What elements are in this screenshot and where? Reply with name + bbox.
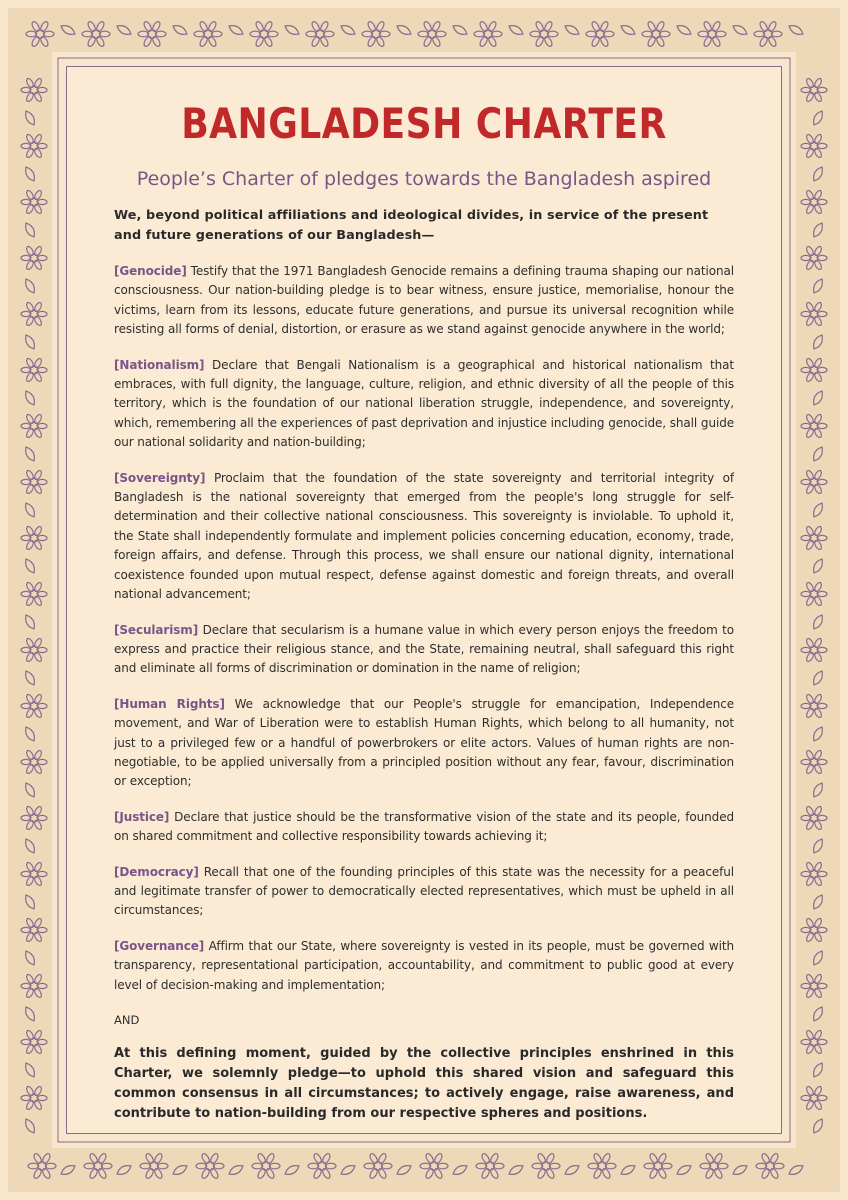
pledge-text: Testify that the 1971 Bangladesh Genocide remains a defining trauma shaping our national consciousness. Our nation-building pledge is to bear witness, ensure justice, memorialise, honour the victims, learn from its lessons, educate future generations, and pursue its universal recognition while resisting all forms of denial, distortion, or erasure as we stand against genocide anywhere in the world;: [114, 264, 734, 337]
flower-ornament-icon: [21, 917, 47, 942]
flower-ornament-icon: [801, 637, 827, 662]
flower-ornament-icon: [21, 245, 47, 270]
flower-ornament-icon: [26, 20, 54, 47]
pledge-nationalism: [114, 356, 734, 453]
flower-ornament-icon: [306, 20, 334, 47]
leaf-ornament-icon: [339, 23, 356, 37]
pledge-secularism: [114, 621, 734, 679]
flower-ornament-icon: [194, 20, 222, 47]
flower-ornament-icon: [418, 20, 446, 47]
leaf-ornament-icon: [451, 1163, 468, 1177]
flower-ornament-icon: [21, 301, 47, 326]
flower-ornament-icon: [754, 20, 782, 47]
flower-ornament-icon: [82, 20, 110, 47]
leaf-ornament-icon: [811, 1061, 825, 1078]
leaf-ornament-icon: [23, 781, 37, 798]
leaf-ornament-icon: [811, 949, 825, 966]
pledge-text: Affirm that our State, where sovereignty is vested in its people, must be governed with transparency, representational participation, accountability, and commitment to public good at every level of decision-making and implementation;: [114, 938, 734, 992]
flower-ornament-icon: [801, 581, 827, 606]
flower-ornament-icon: [138, 20, 166, 47]
page-subtitle: People’s Charter of pledges towards the Bangladesh aspired: [136, 168, 712, 190]
flower-ornament-icon: [700, 1152, 728, 1179]
leaf-ornament-icon: [507, 23, 524, 37]
flower-ornament-icon: [364, 1152, 392, 1179]
leaf-ornament-icon: [787, 23, 804, 37]
leaf-ornament-icon: [811, 1117, 825, 1134]
leaf-ornament-icon: [23, 221, 37, 238]
leaf-ornament-icon: [811, 277, 825, 294]
flower-ornament-icon: [801, 301, 827, 326]
flower-ornament-icon: [420, 1152, 448, 1179]
pledge-democracy: [114, 863, 734, 921]
leaf-ornament-icon: [811, 333, 825, 350]
leaf-ornament-icon: [811, 781, 825, 798]
leaf-ornament-icon: [23, 1005, 37, 1022]
leaf-ornament-icon: [23, 109, 37, 126]
flower-ornament-icon: [476, 1152, 504, 1179]
pledge-text: Recall that one of the founding principles of this state was the necessity for a peaceful and legitimate transfer of power to democratically elected representatives, which must be upheld in all circumstances;: [114, 864, 734, 918]
pledge-text: We acknowledge that our People's struggle for emancipation, Independence movement, and War of Liberation were to establish Human Rights, which belong to all humanity, not just to a privileged few or a handful of powerbrokers or elite actors. Values of human rights are non-negotiable, to be applied universally from a principled position without any fear, favour, discrimination or exception;: [114, 696, 735, 789]
leaf-ornament-icon: [115, 23, 132, 37]
leaf-ornament-icon: [59, 23, 76, 37]
leaf-ornament-icon: [811, 1005, 825, 1022]
flower-ornament-icon: [801, 189, 827, 214]
flower-ornament-icon: [21, 1085, 47, 1110]
leaf-ornament-icon: [811, 669, 825, 686]
pledge-justice: [114, 808, 734, 847]
leaf-ornament-icon: [811, 221, 825, 238]
leaf-ornament-icon: [23, 165, 37, 182]
leaf-ornament-icon: [23, 389, 37, 406]
leaf-ornament-icon: [23, 1061, 37, 1078]
pledge-tag: [Justice]: [114, 809, 170, 824]
charter-content: [114, 94, 734, 1124]
leaf-ornament-icon: [811, 445, 825, 462]
flower-ornament-icon: [801, 413, 827, 438]
flower-ornament-icon: [698, 20, 726, 47]
leaf-ornament-icon: [23, 669, 37, 686]
flower-ornament-icon: [642, 20, 670, 47]
leaf-ornament-icon: [23, 557, 37, 574]
flower-ornament-icon: [801, 973, 827, 998]
flower-ornament-icon: [21, 581, 47, 606]
leaf-ornament-icon: [619, 23, 636, 37]
leaf-ornament-icon: [811, 557, 825, 574]
flower-ornament-icon: [801, 77, 827, 102]
flower-ornament-icon: [308, 1152, 336, 1179]
leaf-ornament-icon: [811, 613, 825, 630]
pledge-sovereignty: [114, 469, 734, 605]
leaf-ornament-icon: [283, 23, 300, 37]
leaf-ornament-icon: [395, 1163, 412, 1177]
leaf-ornament-icon: [811, 501, 825, 518]
flower-ornament-icon: [21, 1029, 47, 1054]
pledge-text: Declare that secularism is a humane value in which every person enjoys the freedom to express and practice their religious stance, and the State, remaining neutral, shall safeguard this right and eliminate all forms of discrimination or domination in the name of religion;: [114, 622, 734, 676]
leaf-ornament-icon: [787, 1163, 804, 1177]
flower-ornament-icon: [644, 1152, 672, 1179]
flower-ornament-icon: [801, 693, 827, 718]
leaf-ornament-icon: [227, 23, 244, 37]
pledge-tag: [Human Rights]: [114, 696, 225, 711]
flower-ornament-icon: [801, 1085, 827, 1110]
leaf-ornament-icon: [23, 277, 37, 294]
pledge-tag: [Nationalism]: [114, 357, 205, 372]
leaf-ornament-icon: [23, 613, 37, 630]
leaf-ornament-icon: [731, 23, 748, 37]
leaf-ornament-icon: [59, 1163, 76, 1177]
pledge-text: Declare that Bengali Nationalism is a geographical and historical nationalism that embraces, with full dignity, the language, culture, religion, and ethnic diversity of all the people of this territory, which is the foundation of our national liberation struggle, independence, and sovereignty, which, remembering all the experiences of past deprivation and injustice including genocide, shall guide our national solidarity and nation-building;: [114, 357, 734, 450]
leaf-ornament-icon: [811, 389, 825, 406]
flower-ornament-icon: [21, 133, 47, 158]
leaf-ornament-icon: [227, 1163, 244, 1177]
leaf-ornament-icon: [23, 837, 37, 854]
leaf-ornament-icon: [811, 837, 825, 854]
flower-ornament-icon: [21, 189, 47, 214]
flower-ornament-icon: [252, 1152, 280, 1179]
flower-ornament-icon: [801, 357, 827, 382]
flower-ornament-icon: [21, 973, 47, 998]
pledge-tag: [Governance]: [114, 938, 205, 953]
intro-paragraph: We, beyond political affiliations and ideological divides, in service of the present and future generations of our Bangladesh—: [114, 208, 709, 243]
leaf-ornament-icon: [811, 725, 825, 742]
flower-ornament-icon: [530, 20, 558, 47]
flower-ornament-icon: [21, 77, 47, 102]
leaf-ornament-icon: [675, 23, 692, 37]
leaf-ornament-icon: [23, 445, 37, 462]
leaf-ornament-icon: [811, 165, 825, 182]
leaf-ornament-icon: [811, 109, 825, 126]
flower-ornament-icon: [474, 20, 502, 47]
leaf-ornament-icon: [23, 501, 37, 518]
flower-ornament-icon: [21, 805, 47, 830]
leaf-ornament-icon: [23, 949, 37, 966]
leaf-ornament-icon: [171, 1163, 188, 1177]
leaf-ornament-icon: [283, 1163, 300, 1177]
leaf-ornament-icon: [451, 23, 468, 37]
conjunction-and: AND: [114, 1013, 140, 1027]
pledge-text: Proclaim that the foundation of the state sovereignty and territorial integrity of Bangladesh is the national sovereignty that emerged from the people's long struggle for self-determination and their collective national consciousness. This sovereignty is inviolable. To uphold it, the State shall independently formulate and implement policies concerning education, economy, trade, foreign affairs, and defense. Through this process, we shall ensure our national dignity, international coexistence founded upon mutual respect, defense against domestic and foreign threats, and overall national advancement;: [114, 470, 734, 602]
flower-ornament-icon: [250, 20, 278, 47]
leaf-ornament-icon: [563, 1163, 580, 1177]
pledge-tag: [Sovereignty]: [114, 470, 206, 485]
flower-ornament-icon: [588, 1152, 616, 1179]
flower-ornament-icon: [21, 637, 47, 662]
leaf-ornament-icon: [675, 1163, 692, 1177]
flower-ornament-icon: [21, 749, 47, 774]
pledge-tag: [Secularism]: [114, 622, 199, 637]
flower-ornament-icon: [196, 1152, 224, 1179]
leaf-ornament-icon: [23, 1117, 37, 1134]
flower-ornament-icon: [801, 1029, 827, 1054]
flower-ornament-icon: [362, 20, 390, 47]
pledge-tag: [Democracy]: [114, 864, 199, 879]
flower-ornament-icon: [21, 693, 47, 718]
flower-ornament-icon: [801, 469, 827, 494]
leaf-ornament-icon: [23, 725, 37, 742]
pledge-tag: [Genocide]: [114, 264, 187, 278]
leaf-ornament-icon: [23, 333, 37, 350]
flower-ornament-icon: [532, 1152, 560, 1179]
leaf-ornament-icon: [507, 1163, 524, 1177]
leaf-ornament-icon: [619, 1163, 636, 1177]
leaf-ornament-icon: [23, 893, 37, 910]
flower-ornament-icon: [586, 20, 614, 47]
pledge-governance: [114, 937, 734, 995]
leaf-ornament-icon: [339, 1163, 356, 1177]
leaf-ornament-icon: [171, 23, 188, 37]
pledge-human-rights: [114, 695, 734, 792]
flower-ornament-icon: [21, 469, 47, 494]
flower-ornament-icon: [756, 1152, 784, 1179]
flower-ornament-icon: [84, 1152, 112, 1179]
pledge-genocide: [114, 262, 734, 340]
flower-ornament-icon: [21, 861, 47, 886]
flower-ornament-icon: [801, 805, 827, 830]
flower-ornament-icon: [21, 525, 47, 550]
flower-ornament-icon: [801, 245, 827, 270]
flower-ornament-icon: [801, 861, 827, 886]
flower-ornament-icon: [801, 917, 827, 942]
page-title: BANGLADESH CHARTER: [181, 99, 667, 148]
closing-pledge: At this defining moment, guided by the collective principles enshrined in this Charter, we solemnly pledge—to uphold this shared vision and safeguard this common consensus in all circumstances; to actively engage, raise awareness, and contribute to nation-building from our respective spheres and positions.: [114, 1046, 734, 1121]
leaf-ornament-icon: [811, 893, 825, 910]
flower-ornament-icon: [801, 133, 827, 158]
leaf-ornament-icon: [115, 1163, 132, 1177]
flower-ornament-icon: [801, 525, 827, 550]
flower-ornament-icon: [21, 413, 47, 438]
leaf-ornament-icon: [563, 23, 580, 37]
flower-ornament-icon: [28, 1152, 56, 1179]
pledge-text: Declare that justice should be the transformative vision of the state and its people, founded on shared commitment and collective responsibility towards achieving it;: [114, 809, 734, 844]
leaf-ornament-icon: [395, 23, 412, 37]
flower-ornament-icon: [801, 749, 827, 774]
leaf-ornament-icon: [731, 1163, 748, 1177]
flower-ornament-icon: [140, 1152, 168, 1179]
flower-ornament-icon: [21, 357, 47, 382]
